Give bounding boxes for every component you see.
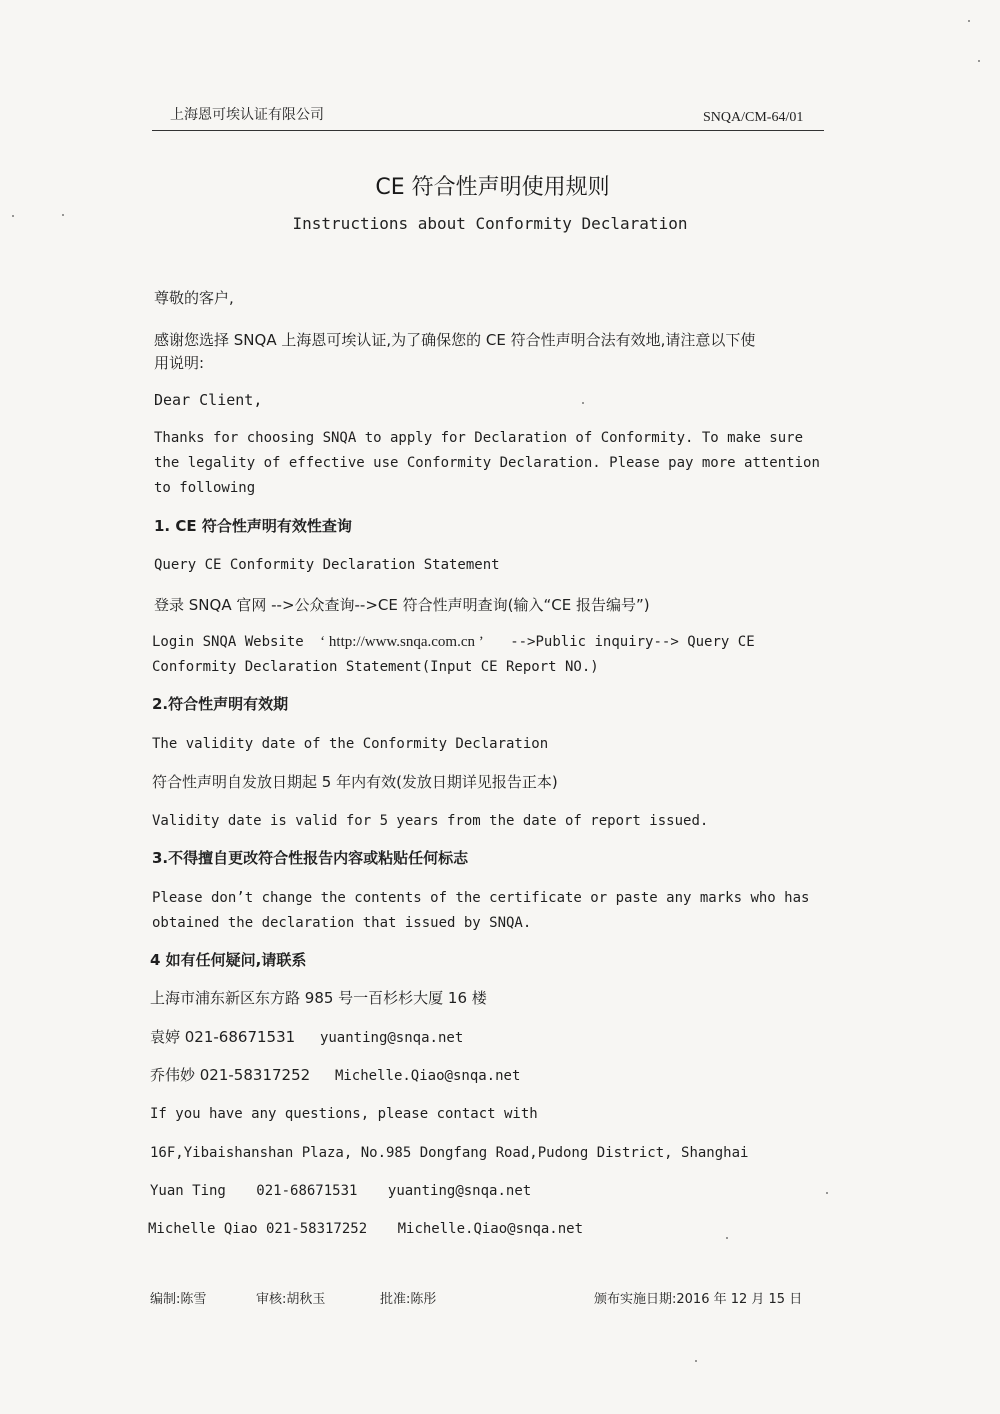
footer-reviewed-by: 审核:胡秋玉 bbox=[256, 1292, 326, 1307]
section-1-cn: 登录 SNQA 官网 -->公众查询-->CE 符合性声明查询(输入“CE 报告编号”) bbox=[154, 596, 650, 614]
section-2-en: The validity date of the Conformity Declaration bbox=[152, 736, 549, 752]
address-cn: 上海市浦东新区东方路 985 号一百杉杉大厦 16 楼 bbox=[150, 989, 487, 1007]
section-1-login-line-2: Conformity Declaration Statement(Input CE Report NO.) bbox=[152, 659, 599, 675]
intro-en-line-1: Thanks for choosing SNQA to apply for Declaration of Conformity. To make sure bbox=[154, 430, 804, 446]
section-3-heading: 3.不得擅自更改符合性报告内容或粘贴任何标志 bbox=[152, 849, 469, 867]
section-1-heading: 1. CE 符合性声明有效性查询 bbox=[154, 517, 352, 535]
scan-speck bbox=[826, 1192, 828, 1194]
contact-2-cn-name: 乔伟妙 021-58317252 bbox=[150, 1066, 311, 1084]
scan-speck bbox=[726, 1237, 728, 1239]
contact-2-cn-email: Michelle.Qiao@snqa.net bbox=[334, 1068, 521, 1084]
scan-speck bbox=[62, 214, 64, 216]
greeting-cn: 尊敬的客户, bbox=[154, 289, 234, 307]
intro-cn-line-1: 感谢您选择 SNQA 上海恩可埃认证,为了确保您的 CE 符合性声明合法有效地,请注意以下使 bbox=[154, 331, 756, 349]
scan-speck bbox=[978, 60, 980, 62]
scan-speck bbox=[695, 1360, 697, 1362]
contact-2-en bbox=[148, 1217, 583, 1242]
contact-1-en-name: Yuan Ting bbox=[150, 1183, 226, 1199]
intro-en-line-2: the legality of effective use Conformity Declaration. Please pay more attention bbox=[154, 455, 820, 471]
greeting-en: Dear Client, bbox=[154, 391, 263, 409]
contact-1-en-email: yuanting@snqa.net bbox=[387, 1183, 532, 1199]
contact-2-en-email: Michelle.Qiao@snqa.net bbox=[397, 1221, 584, 1237]
scan-speck bbox=[968, 20, 970, 22]
contact-1-cn-email: yuanting@snqa.net bbox=[319, 1030, 464, 1046]
header-rule bbox=[152, 130, 824, 131]
intro-cn-line-2: 用说明: bbox=[154, 354, 205, 372]
section-1-login-text: Login SNQA Website bbox=[152, 634, 304, 650]
intro-en-line-3: to following bbox=[154, 480, 256, 496]
header-company-name: 上海恩可埃认证有限公司 bbox=[170, 107, 324, 123]
section-3-en-line-2: obtained the declaration that issued by SNQA. bbox=[152, 915, 532, 931]
section-1-login-line bbox=[152, 630, 755, 655]
address-en: 16F,Yibaishanshan Plaza, No.985 Dongfang Road,Pudong District, Shanghai bbox=[150, 1145, 749, 1161]
document-subtitle: Instructions about Conformity Declaration bbox=[292, 214, 688, 233]
document-title: CE 符合性声明使用规则 bbox=[375, 175, 610, 200]
contact-2-cn bbox=[150, 1063, 520, 1089]
section-3-en-line-1: Please don’t change the contents of the certificate or paste any marks who has bbox=[152, 890, 810, 906]
section-4-heading: 4 如有任何疑问,请联系 bbox=[150, 951, 307, 969]
contact-1-cn bbox=[150, 1025, 463, 1051]
snqa-website-link: ‘ http://www.snqa.com.cn ’ bbox=[320, 634, 484, 650]
section-1-en: Query CE Conformity Declaration Statement bbox=[154, 557, 500, 573]
footer-approved-by: 批准:陈彤 bbox=[380, 1292, 437, 1307]
footer-issue-date: 颁布实施日期:2016 年 12 月 15 日 bbox=[594, 1292, 803, 1307]
section-2-heading: 2.符合性声明有效期 bbox=[152, 695, 289, 713]
contact-2-en-name: Michelle Qiao 021-58317252 bbox=[148, 1221, 368, 1237]
contact-1-cn-name: 袁婷 021-68671531 bbox=[150, 1028, 296, 1046]
contact-intro-en: If you have any questions, please contact with bbox=[150, 1106, 538, 1122]
contact-1-en-phone: 021-68671531 bbox=[256, 1183, 358, 1199]
scan-speck bbox=[582, 402, 584, 404]
header-document-code: SNQA/CM-64/01 bbox=[703, 110, 804, 125]
section-2-cn: 符合性声明自发放日期起 5 年内有效(发放日期详见报告正本) bbox=[152, 773, 558, 791]
section-2-en-2: Validity date is valid for 5 years from the date of report issued. bbox=[152, 813, 709, 829]
footer-compiled-by: 编制:陈雪 bbox=[150, 1292, 207, 1307]
contact-1-en bbox=[150, 1179, 531, 1204]
scan-speck bbox=[12, 215, 14, 217]
section-1-login-path: -->Public inquiry--> Query CE bbox=[510, 634, 755, 650]
